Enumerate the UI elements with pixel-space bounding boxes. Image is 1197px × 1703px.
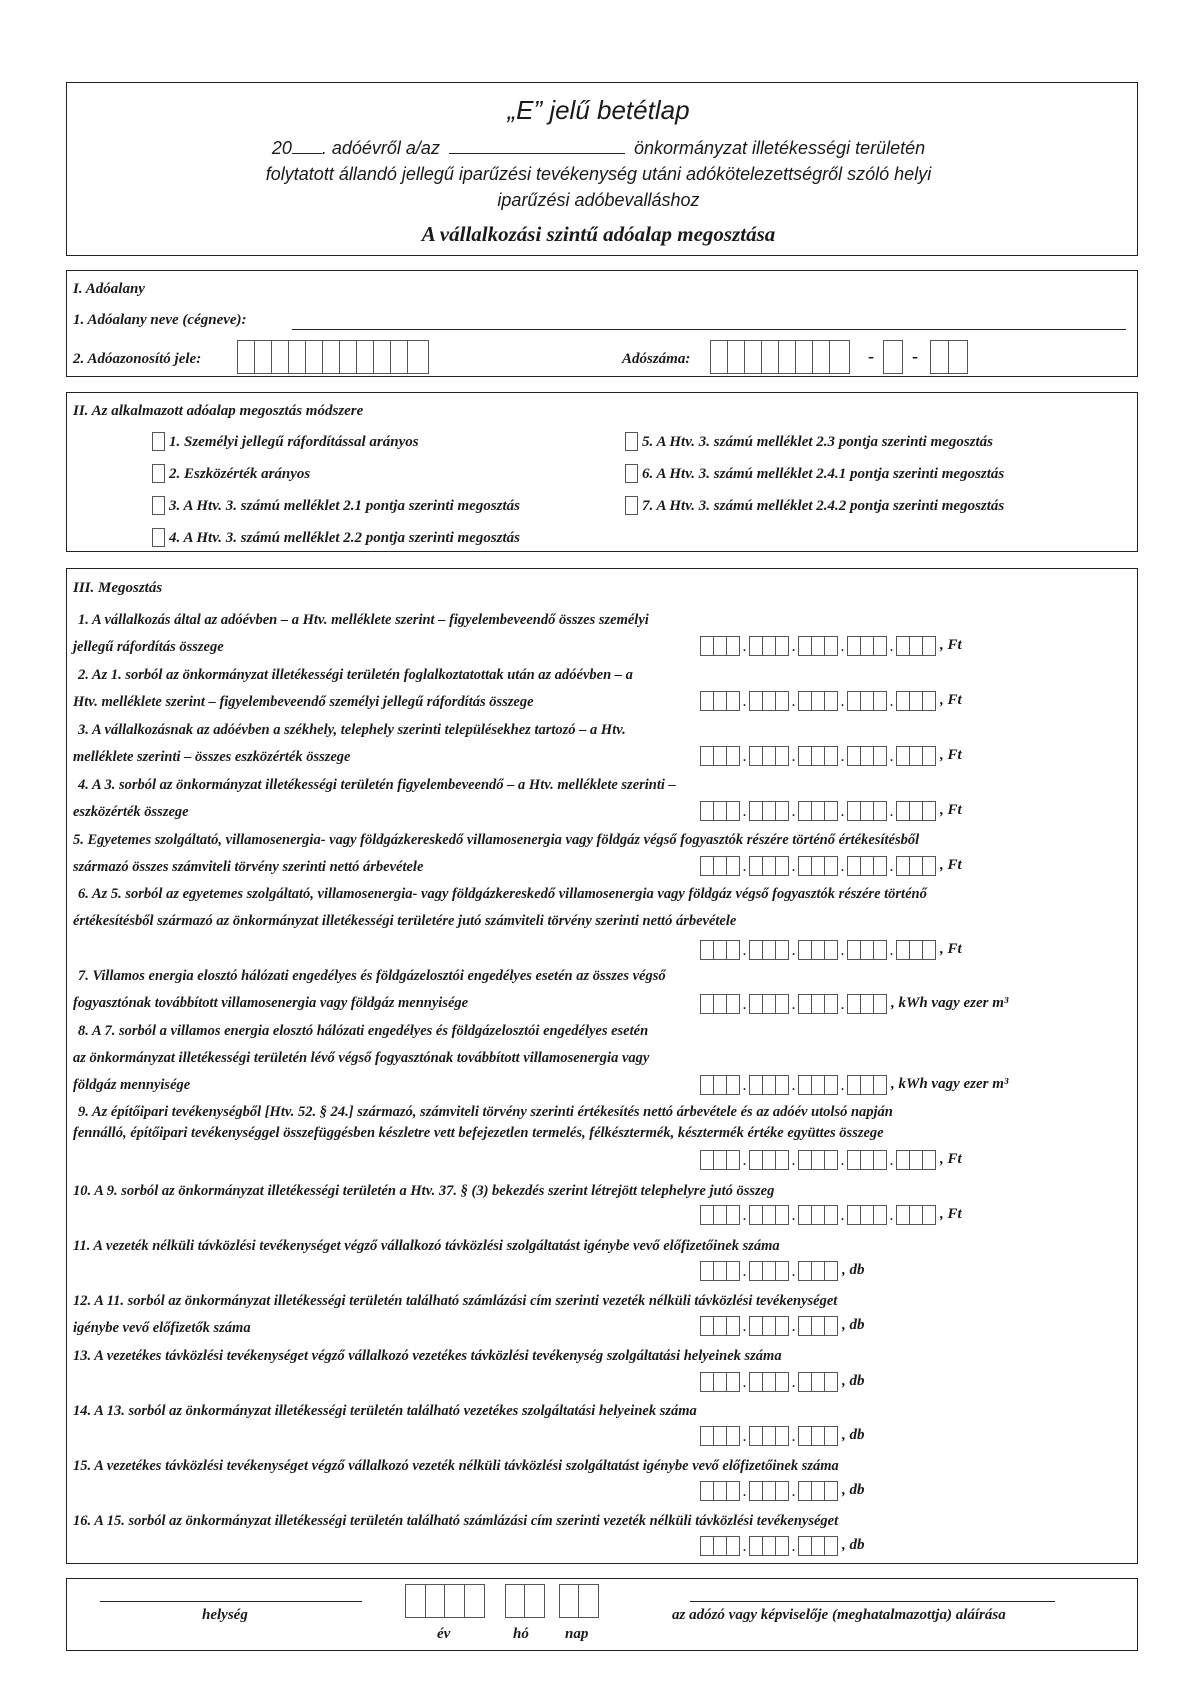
row-6-label-2: értékesítésből származó az önkormányzat illetékességi területére jutó számviteli törvény szerinti nettó árbevétele [73,913,737,929]
row-3-label-1: 3. A vállalkozásnak az adóévben a székhely, telephely szerinti településekhez tartozó – a Htv. [78,722,626,738]
digit-group[interactable] [798,746,838,766]
method-checkbox-6[interactable] [625,464,638,483]
row-13-label-1: 13. A vezetékes távközlési tevékenységet végző vállalkozó vezetékes távközlési tevékenység szolgáltatási helyeinek száma [73,1348,782,1364]
digit-group[interactable] [798,801,838,821]
digit-group[interactable] [847,940,887,960]
day-label: nap [565,1626,589,1642]
digit-group[interactable] [798,636,838,656]
thousands-separator: . [840,996,845,1013]
row-1-amount-field[interactable] [700,634,962,656]
method-option-label-1: 1. Személyi jellegű ráfordítással arányos [169,434,419,450]
row-4-label-2: eszközérték összege [73,804,189,820]
thousands-separator: . [742,1374,747,1391]
thousands-separator: . [742,1428,747,1445]
digit-group[interactable] [847,1075,887,1095]
taxpayer-name-label: 1. Adóalany neve (cégneve): [73,312,247,328]
row-7-label-1: 7. Villamos energia elosztó hálózati engedélyes és földgázelosztói engedélyes esetén az összes végső [78,968,666,984]
digit-group[interactable] [749,1150,789,1170]
thousands-separator: . [889,858,894,875]
row-8-label-1: 8. A 7. sorból a villamos energia elosztó hálózati engedélyes és földgázelosztói engedélyes esetén [78,1023,649,1039]
thousands-separator: . [791,1207,796,1224]
row-15-amount-field[interactable] [700,1479,865,1501]
method-checkbox-1[interactable] [152,432,165,451]
row-7-unit: , kWh vagy ezer m³ [891,995,1009,1011]
row-3-unit: , Ft [940,747,962,763]
row-15-unit: , db [842,1482,865,1498]
tax-number-dash-2: - [912,346,918,366]
digit-group[interactable] [700,746,740,766]
digit-group[interactable] [700,1261,740,1281]
year-cells[interactable] [405,1584,485,1618]
digit-group[interactable] [798,1426,838,1446]
digit-group[interactable] [798,1536,838,1556]
page-subtitle: A vállalkozási szintű adóalap megosztása [421,222,776,246]
row-2-amount-field[interactable] [700,689,962,711]
digit-group[interactable] [798,1372,838,1392]
thousands-separator: . [742,1538,747,1555]
page-title: „E” jelű betétlap [507,95,690,125]
digit-group[interactable] [700,1205,740,1225]
header-line-1 [0,138,1197,159]
row-4-unit: , Ft [940,802,962,818]
row-11-label-1: 11. A vezeték nélküli távközlési tevékenységet végző vállalkozó távközlési szolgáltatást igénybe vevő előfizetőinek száma [73,1238,780,1254]
digit-group[interactable] [896,691,936,711]
digit-group[interactable] [700,1316,740,1336]
method-checkbox-3[interactable] [152,496,165,515]
digit-group[interactable] [749,1372,789,1392]
place-label: helység [202,1607,248,1623]
digit-group[interactable] [847,746,887,766]
row-9-label-2: fennálló, építőipari tevékenységgel összefüggésben készletre vett befejezetlen termelés, félkésztermék, késztermék értéke együttes összege [73,1125,884,1141]
digit-group[interactable] [798,856,838,876]
thousands-separator: . [791,1318,796,1335]
digit-group[interactable] [700,1150,740,1170]
digit-group[interactable] [798,940,838,960]
row-14-label-1: 14. A 13. sorból az önkormányzat illetékességi területén található vezetékes szolgáltatási helyeinek száma [73,1403,697,1419]
year-blank[interactable] [292,153,322,154]
thousands-separator: . [889,638,894,655]
row-5-label-1: 5. Egyetemes szolgáltató, villamosenergia- vagy földgázkereskedő villamosenergia vagy földgáz végső fogyasztók részére történő értékesítésből [73,832,920,848]
row-5-label-2: származó összes számviteli törvény szerinti nettó árbevétele [73,859,424,875]
row-8-amount-field[interactable] [700,1073,1008,1095]
digit-group[interactable] [847,994,887,1014]
row-3-amount-field[interactable] [700,744,962,766]
digit-group[interactable] [896,1205,936,1225]
row-6-amount-field[interactable] [700,938,962,960]
digit-group[interactable] [700,856,740,876]
digit-group[interactable] [700,940,740,960]
row-6-unit: , Ft [940,941,962,957]
thousands-separator: . [742,996,747,1013]
row-5-amount-field[interactable] [700,854,962,876]
method-option-label-3: 3. A Htv. 3. számú melléklet 2.1 pontja szerinti megosztás [169,498,520,514]
row-1-label-2: jellegű ráfordítás összege [73,639,224,655]
year-suffix: . adóévről a/az [321,138,440,158]
thousands-separator: . [791,1538,796,1555]
digit-group[interactable] [896,856,936,876]
digit-group[interactable] [798,1075,838,1095]
digit-group[interactable] [749,1205,789,1225]
thousands-separator: . [889,803,894,820]
thousands-separator: . [742,693,747,710]
digit-group[interactable] [700,691,740,711]
digit-group[interactable] [798,1316,838,1336]
section-3-heading: III. Megosztás [73,580,163,596]
taxpayer-name-field[interactable] [292,312,1126,330]
row-7-label-2: fogyasztónak továbbított villamosenergia vagy földgáz mennyisége [73,995,469,1011]
signature-field[interactable] [690,1590,1055,1602]
digit-group[interactable] [847,636,887,656]
row-12-label-2: igénybe vevő előfizetők száma [73,1320,251,1336]
digit-group[interactable] [749,691,789,711]
row-12-amount-field[interactable] [700,1314,865,1336]
digit-group[interactable] [847,691,887,711]
digit-group[interactable] [896,801,936,821]
thousands-separator: . [742,638,747,655]
row-7-amount-field[interactable] [700,992,1008,1014]
tax-number-dash-1: - [868,346,874,366]
digit-group[interactable] [749,940,789,960]
row-16-label-1: 16. A 15. sorból az önkormányzat illetékességi területén található számlázási cím szerinti vezeték nélküli távközlési tevékenységet [73,1513,839,1529]
thousands-separator: . [840,803,845,820]
section-2-heading: II. Az alkalmazott adóalap megosztás módszere [73,403,364,419]
digit-group[interactable] [847,1150,887,1170]
thousands-separator: . [742,1263,747,1280]
digit-group[interactable] [700,801,740,821]
tax-number-cells-2[interactable] [883,340,903,374]
digit-group[interactable] [847,1205,887,1225]
method-checkbox-5[interactable] [625,432,638,451]
digit-group[interactable] [896,746,936,766]
year-prefix: 20 [271,138,292,158]
method-option-label-4: 4. A Htv. 3. számú melléklet 2.2 pontja szerinti megosztás [169,530,520,546]
tax-id-cells[interactable] [237,340,429,374]
digit-group[interactable] [749,1536,789,1556]
thousands-separator: . [742,803,747,820]
municipality-blank[interactable] [449,153,625,154]
digit-group[interactable] [749,856,789,876]
row-9-label-1: 9. Az építőipari tevékenységből [Htv. 52. § 24.] származó, számviteli törvény szerinti értékesítés nettó árbevétele és az adóév utolsó napján [78,1104,893,1120]
method-option-label-6: 6. A Htv. 3. számú melléklet 2.4.1 pontja szerinti megosztás [642,466,1005,482]
row-6-label-1: 6. Az 5. sorból az egyetemes szolgáltató, villamosenergia- vagy földgázkereskedő villamosenergia vagy földgáz végső fogyasztók részére történő [78,886,927,902]
thousands-separator: . [791,1263,796,1280]
year-label: év [437,1626,451,1642]
digit-group[interactable] [749,994,789,1014]
row-16-unit: , db [842,1537,865,1553]
tax-id-label: 2. Adóazonosító jele: [73,351,202,367]
thousands-separator: . [742,858,747,875]
month-cells[interactable] [505,1584,545,1618]
thousands-separator: . [791,942,796,959]
thousands-separator: . [840,638,845,655]
digit-group[interactable] [700,1536,740,1556]
row-13-unit: , db [842,1373,865,1389]
digit-group[interactable] [798,691,838,711]
method-option-label-2: 2. Eszközérték arányos [169,466,311,482]
thousands-separator: . [791,996,796,1013]
row-4-amount-field[interactable] [700,799,962,821]
thousands-separator: . [840,942,845,959]
digit-group[interactable] [798,1261,838,1281]
thousands-separator: . [889,1207,894,1224]
row-1-unit: , Ft [940,637,962,653]
thousands-separator: . [742,942,747,959]
thousands-separator: . [742,748,747,765]
thousands-separator: . [840,693,845,710]
thousands-separator: . [742,1483,747,1500]
row-10-unit: , Ft [940,1206,962,1222]
row-11-unit: , db [842,1262,865,1278]
digit-group[interactable] [700,1426,740,1446]
row-16-amount-field[interactable] [700,1534,865,1556]
row-14-amount-field[interactable] [700,1424,865,1446]
thousands-separator: . [791,1483,796,1500]
row-15-label-1: 15. A vezetékes távközlési tevékenységet végző vállalkozó vezeték nélküli távközlési szolgáltatást igénybe vevő előfizetőinek száma [73,1458,839,1474]
thousands-separator: . [791,1374,796,1391]
thousands-separator: . [840,1077,845,1094]
thousands-separator: . [791,858,796,875]
row-2-label-2: Htv. melléklete szerint – figyelembeveendő személyi jellegű ráfordítás összege [73,694,534,710]
thousands-separator: . [791,1077,796,1094]
thousands-separator: . [791,693,796,710]
digit-group[interactable] [896,1150,936,1170]
header-line-2: folytatott állandó jellegű iparűzési tevékenység utáni adókötelezettségről szóló helyi [265,164,932,184]
digit-group[interactable] [798,994,838,1014]
row-3-label-2: melléklete szerinti – összes eszközérték összege [73,749,351,765]
thousands-separator: . [742,1077,747,1094]
method-checkbox-4[interactable] [152,528,165,547]
thousands-separator: . [840,748,845,765]
thousands-separator: . [840,1152,845,1169]
row-13-amount-field[interactable] [700,1370,865,1392]
digit-group[interactable] [896,940,936,960]
digit-group[interactable] [798,1205,838,1225]
thousands-separator: . [791,803,796,820]
row-1-label-1: 1. A vállalkozás által az adóévben – a Htv. melléklete szerint – figyelembeveendő összes személyi [78,612,649,628]
digit-group[interactable] [700,1481,740,1501]
tax-number-label: Adószáma: [622,351,691,367]
thousands-separator: . [791,748,796,765]
signature-label: az adózó vagy képviselője (meghatalmazottja) aláírása [672,1607,1006,1623]
row-8-label-2: az önkormányzat illetékességi területén lévő végső fogyasztónak továbbított villamosenergia vagy [73,1050,650,1066]
method-option-label-5: 5. A Htv. 3. számú melléklet 2.3 pontja szerinti megosztás [642,434,993,450]
digit-group[interactable] [749,1261,789,1281]
digit-group[interactable] [847,856,887,876]
header-line-3: iparűzési adóbevalláshoz [497,190,700,210]
row-12-label-1: 12. A 11. sorból az önkormányzat illetékességi területén található számlázási cím szerinti vezeték nélküli távközlési tevékenységet [73,1293,838,1309]
digit-group[interactable] [798,1481,838,1501]
tax-number-cells-3[interactable] [930,340,968,374]
digit-group[interactable] [700,1372,740,1392]
digit-group[interactable] [749,1481,789,1501]
method-checkbox-2[interactable] [152,464,165,483]
row-10-amount-field[interactable] [700,1203,962,1225]
digit-group[interactable] [896,636,936,656]
row-14-unit: , db [842,1427,865,1443]
thousands-separator: . [840,858,845,875]
row-12-unit: , db [842,1317,865,1333]
digit-group[interactable] [700,994,740,1014]
tax-number-cells[interactable] [710,340,850,374]
row-8-unit: , kWh vagy ezer m³ [891,1076,1009,1092]
digit-group[interactable] [749,801,789,821]
thousands-separator: . [791,638,796,655]
thousands-separator: . [840,1207,845,1224]
digit-group[interactable] [749,636,789,656]
day-cells[interactable] [559,1584,599,1618]
row-8-label-3: földgáz mennyisége [73,1077,191,1093]
place-field[interactable] [100,1590,362,1602]
method-checkbox-7[interactable] [625,496,638,515]
thousands-separator: . [889,748,894,765]
thousands-separator: . [742,1152,747,1169]
thousands-separator: . [889,942,894,959]
thousands-separator: . [742,1207,747,1224]
row-10-label-1: 10. A 9. sorból az önkormányzat illetékességi területén a Htv. 37. § (3) bekezdés szerint létrejött telephelyre jutó összeg [73,1183,775,1199]
digit-group[interactable] [749,1075,789,1095]
digit-group[interactable] [749,1316,789,1336]
method-option-label-7: 7. A Htv. 3. számú melléklet 2.4.2 pontja szerinti megosztás [642,498,1005,514]
row-4-label-1: 4. A 3. sorból az önkormányzat illetékességi területén figyelembeveendő – a Htv. melléklete szerinti – [78,777,676,793]
thousands-separator: . [889,1152,894,1169]
digit-group[interactable] [749,1426,789,1446]
line1-rest: önkormányzat illetékességi területén [633,138,926,158]
digit-group[interactable] [749,746,789,766]
thousands-separator: . [742,1318,747,1335]
month-label: hó [513,1626,529,1642]
row-9-amount-field[interactable] [700,1148,962,1170]
row-2-unit: , Ft [940,692,962,708]
section-1-heading: I. Adóalany [73,281,145,297]
thousands-separator: . [791,1152,796,1169]
row-9-unit: , Ft [940,1151,962,1167]
digit-group[interactable] [700,636,740,656]
digit-group[interactable] [700,1075,740,1095]
thousands-separator: . [791,1428,796,1445]
row-5-unit: , Ft [940,857,962,873]
row-11-amount-field[interactable] [700,1259,865,1281]
digit-group[interactable] [847,801,887,821]
row-2-label-1: 2. Az 1. sorból az önkormányzat illetékességi területén foglalkoztatottak után az adóévben – a [78,667,633,683]
digit-group[interactable] [798,1150,838,1170]
thousands-separator: . [889,693,894,710]
